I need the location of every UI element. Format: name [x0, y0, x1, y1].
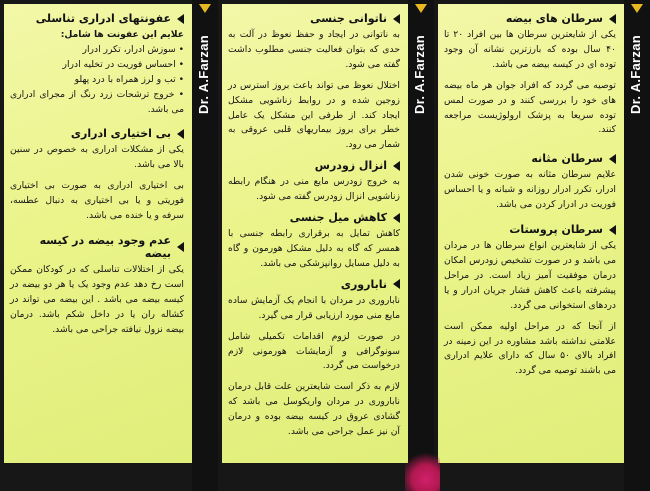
brand-label: Dr. A.Farzan: [412, 35, 427, 114]
paragraph: توصیه می گردد که افراد جوان هر ماه بیضه های خود را بررسی کنند و در صورت لمس توده سریعا به پزشک ارولوژیست مراجعه کنند.: [444, 79, 616, 136]
panel-middle: [218, 0, 434, 491]
paragraph: به ناتوانی در ایجاد و حفظ نعوظ در آلت به حدی که بتوان فعالیت جنسی مطلوب داشت گفته می شود.: [228, 29, 400, 70]
brand-strip: [192, 0, 218, 491]
section-heading: [10, 127, 184, 140]
heading-text: ناباروری: [340, 277, 387, 291]
panel-right-content: [438, 4, 624, 463]
panel-left-content: [4, 4, 192, 463]
triangle-bullet-icon: [609, 154, 616, 164]
panel-right: [434, 0, 650, 491]
triangle-bullet-icon: [393, 213, 400, 223]
section-testicular-cancer: [444, 12, 616, 138]
paragraph: کاهش تمایل به برقراری رابطه جنسی با همسر که گاه به دلیل مشکل هورمون و گاه به دلیل مسایل روانپزشکی می باشد.: [228, 228, 400, 269]
paragraph: ناباروری در مردان با انجام یک آزمایش ساده مایع منی مورد ارزیابی قرار می گیرد.: [228, 294, 400, 321]
section-heading: [444, 152, 616, 165]
paragraph: در صورت لزوم اقدامات تکمیلی شامل سونوگرافی و آزمایشات هورمونی لازم درخواست می گردد.: [228, 330, 400, 372]
heading-text: سرطان مثانه: [531, 152, 603, 166]
list-item: • تب و لرز همراه با درد پهلو: [74, 73, 184, 85]
paragraph: اختلال نعوظ می تواند باعث بروز استرس در زوجین شده و در روابط زناشویی مشکل ایجاد کند. از طرفی این مشکل یک عامل خطر برای بروز بیماریهای قلبی عروقی به شمار می رود.: [228, 79, 400, 151]
arrow-down-icon: [199, 4, 211, 13]
triangle-bullet-icon: [177, 14, 184, 24]
panel-left: [0, 0, 218, 491]
triangle-bullet-icon: [177, 242, 184, 252]
section-infertility: [228, 278, 400, 440]
heading-text: عفونتهای ادراری تناسلی: [35, 12, 171, 25]
section-incontinence: [10, 127, 184, 224]
section-erectile-dysfunction: [228, 12, 400, 153]
triangle-bullet-icon: [393, 279, 400, 289]
section-heading: [228, 211, 400, 224]
section-heading: [10, 12, 184, 25]
heading-text: ناتوانی جنسی: [310, 12, 387, 25]
section-heading: [444, 223, 616, 236]
arrow-down-icon: [415, 4, 427, 13]
paragraph: یکی از شایعترین سرطان ها بین افراد ۲۰ تا ۴۰ سال بوده که بارزترین نشانه آن وجود توده ای در کیسه بیضه می باشد.: [444, 29, 616, 70]
paragraph: یکی از اختلالات تناسلی که در کودکان ممکن است رخ دهد عدم وجود یک یا هر دو بیضه در کیسه بیضه می باشد . این بیضه می تواند در کشاله ران یا در داخل شکم باشد. درمان بیضه نزول نیافته جراحی می باشد.: [10, 263, 184, 335]
brand-strip: [624, 0, 650, 491]
heading-text: کاهش میل جنسی: [289, 211, 387, 225]
list-item: • سوزش ادرار، تکرر ادرار: [82, 43, 184, 55]
brand-label: Dr. A.Farzan: [196, 35, 211, 114]
triangle-bullet-icon: [393, 14, 400, 24]
list-item: • احساس فوریت در تخلیه ادرار: [62, 58, 184, 70]
paragraph: یکی از مشکلات ادراری به خصوص در سنین بالا می باشد.: [10, 144, 184, 171]
heading-text: عدم وجود بیضه در کیسه بیضه: [39, 233, 171, 260]
heading-text: سرطان های بیضه: [505, 12, 603, 25]
brand-label: Dr. A.Farzan: [628, 35, 643, 114]
paragraph: به خروج زودرس مایع منی در هنگام رابطه زناشویی انزال زودرس گفته می شود.: [228, 176, 400, 203]
paragraph: بی اختیاری ادراری به صورت بی اختیاری فوریتی و یا بی اختیاری به دنبال عطسه، سرفه و یا خنده می باشد.: [10, 180, 184, 222]
triangle-bullet-icon: [393, 161, 400, 171]
section-heading: [10, 234, 184, 260]
heading-text: سرطان پروستات: [509, 223, 603, 237]
section-urinary-infections: [10, 12, 184, 117]
list-item: • خروج ترشحات زرد رنگ از مجرای ادراری می باشد.: [10, 88, 184, 115]
section-heading: [228, 159, 400, 172]
heading-text: بی اختیاری ادراری: [70, 127, 171, 141]
heading-text: انزال زودرس: [314, 159, 387, 173]
section-heading: [228, 278, 400, 291]
section-low-libido: [228, 211, 400, 272]
section-heading: [228, 12, 400, 25]
decorative-splash: [405, 451, 440, 491]
paragraph: علایم این عفونت ها شامل:: [60, 29, 184, 40]
triangle-bullet-icon: [609, 225, 616, 235]
arrow-down-icon: [631, 4, 643, 13]
triangle-bullet-icon: [609, 14, 616, 24]
section-premature-ejaculation: [228, 159, 400, 205]
brand-strip: [408, 0, 434, 491]
panel-middle-content: [222, 4, 408, 463]
paragraph: علایم سرطان مثانه به صورت خونی شدن ادرار، تکرر ادرار روزانه و شبانه و یا احساس فوریت در ادرار کردن می باشد.: [444, 169, 616, 211]
section-heading: [444, 12, 616, 25]
section-bladder-cancer: [444, 152, 616, 213]
paragraph: یکی از شایعترین انواع سرطان ها در مردان می باشد و در صورت تشخیص زودرس امکان درمان موفقیت آمیز زیاد است. در مراحل پیشرفته باعث کاهش فشار جریان ادرار و یا دردهای استخوانی می گردد.: [444, 240, 616, 311]
triangle-bullet-icon: [177, 129, 184, 139]
paragraph: لازم به ذکر است شایعترین علت قابل درمان ناباروری در مردان واریکوسل می باشد که گشادی عروق در کیسه بیضه بوده و درمان آن نیز عمل جراحی می باشد.: [228, 381, 400, 438]
section-undescended-testis: [10, 234, 184, 338]
section-prostate-cancer: [444, 223, 616, 379]
paragraph: از آنجا که در مراحل اولیه ممکن است علامتی نداشته باشد مشاوره در این زمینه در افراد بالای ۵۰ سال که دارای علایم ادراری می باشند توصیه می گردد.: [444, 320, 616, 377]
